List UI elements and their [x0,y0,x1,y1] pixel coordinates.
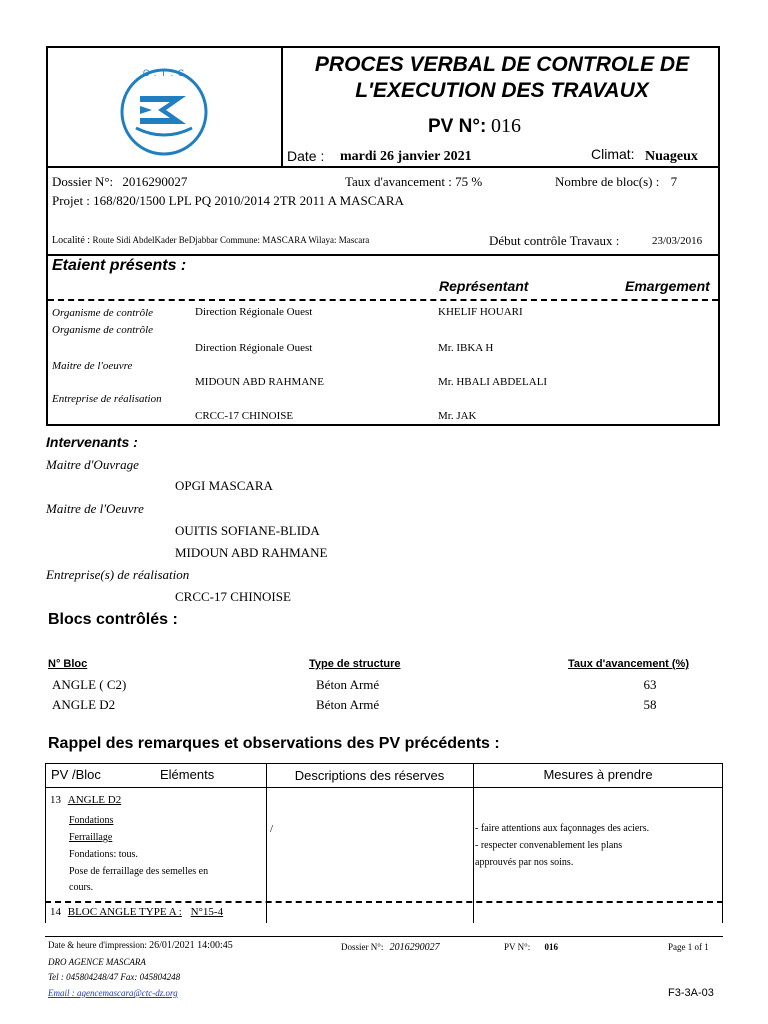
pv-number: 016 [491,115,522,137]
rappel-row-14 [50,906,223,918]
agence-email[interactable]: Email : agencemascara@ctc-dz.org [48,988,178,998]
element-line-3: cours. [69,882,94,893]
footer-pv-label: PV N°: [504,942,531,952]
bloc-cell: ANGLE D2 [52,697,116,712]
agence-tel: Tel : 045804248/47 Fax: 045804248 [48,972,181,982]
col-bloc: N° Bloc [48,658,88,670]
page-number: Page 1 of 1 [668,942,709,952]
localite-label: Localité : [52,235,91,246]
taux-cell: 63 [643,677,657,692]
row-bloc-name: BLOC ANGLE TYPE A : [67,906,182,918]
org-2: Direction Régionale Ouest [195,342,313,354]
taux-value: 75 % [455,174,483,189]
element-ferraillage: Ferraillage [69,832,113,843]
mesure-line-3: approuvés par nos soins. [475,857,574,868]
rappel-heading: Rappel des remarques et observations des PV précédents : [48,735,500,752]
col-elements: Eléments [160,767,215,782]
pv-label: PV N°: [428,116,487,137]
role-entreprise: Entreprise de réalisation [52,393,162,405]
role-maitre-oeuvre: Maitre de l'oeuvre [52,360,133,372]
agence-name: DRO AGENCE MASCARA [48,957,146,967]
mesure-line-1: - faire attentions aux façonnages des aciers. [475,823,650,834]
col-descriptions: Descriptions des réserves [294,768,445,783]
footer-divider [45,936,723,937]
col-type-structure: Type de structure [309,658,401,670]
mo-value: OPGI MASCARA [175,478,273,493]
col-taux-avancement: Taux d'avancement (%) [568,658,689,670]
element-line-1: Fondations: tous. [69,849,138,860]
footer-dossier [341,942,440,953]
rep-3: Mr. HBALI ABDELALI [438,376,548,388]
projet-label: Projet : [52,193,90,208]
row-bloc-extra: N°15-4 [190,906,224,918]
taux-cell: 58 [643,697,657,712]
element-line-2: Pose de ferraillage des semelles en [69,866,209,877]
dossier-field [52,174,187,190]
type-cell: Béton Armé [316,677,380,692]
rappel-col-divider-2 [473,763,474,923]
impression-value: 26/01/2021 14:00:45 [149,940,233,951]
role-organisme-1: Organisme de contrôle [52,307,154,319]
moe-value-2: MIDOUN ABD RAHMANE [175,545,328,560]
col-representant: Représentant [439,278,529,294]
row-pv-number: 13 [50,794,61,806]
page-title-line2: L'EXECUTION DES TRAVAUX [355,79,649,102]
logo-text: C . T . C [142,68,186,78]
rep-1: KHELIF HOUARI [438,306,523,318]
col-emargement: Emargement [625,278,710,294]
footer-pv-value: 016 [544,942,558,952]
rappel-row-divider [45,901,723,903]
impression-label: Date & heure d'impression: [48,940,147,950]
projet-value: 168/820/1500 LPL PQ 2010/2014 2TR 2011 A MASCARA [93,193,404,208]
header-divider-horizontal [46,166,720,168]
page-title-line1: PROCES VERBAL DE CONTROLE DE [314,53,690,76]
moe-label: Maitre de l'Oeuvre [46,501,144,516]
debut-value: 23/03/2016 [652,235,703,247]
footer-pv [504,942,558,952]
projet-field [52,193,404,209]
nombre-blocs-value: 7 [670,174,678,189]
localite-value: Route Sidi AbdelKader BeDjabbar Commune: MASCARA Wilaya: Mascara [92,235,370,245]
localite-field [52,235,369,246]
table-row [0,677,768,697]
rep-4: Mr. JAK [438,410,477,422]
org-1: Direction Régionale Ouest [195,306,313,318]
date-value: mardi 26 janvier 2021 [340,149,472,164]
blocs-heading: Blocs contrôlés : [48,611,178,628]
mo-label: Maitre d'Ouvrage [46,457,139,472]
ctc-logo [118,66,210,158]
entreprise-label: Entreprise(s) de réalisation [46,567,190,582]
row-bloc-name: ANGLE D2 [67,794,122,806]
rappel-col-divider-1 [266,763,267,923]
pv-number-line [428,115,521,138]
col-pv-bloc: PV /Bloc [51,767,101,782]
climat-value: Nuageux [645,149,698,164]
mesure-line-2: - respecter convenablement les plans [475,840,623,851]
rappel-row-13 [50,794,121,806]
row-pv-number: 14 [50,906,61,918]
form-code: F3-3A-03 [668,987,714,999]
org-3: MIDOUN ABD RAHMANE [195,376,324,388]
footer-dossier-label: Dossier N°: [341,942,384,952]
col-mesures: Mesures à prendre [543,767,653,782]
moe-value-1: OUITIS SOFIANE-BLIDA [175,523,320,538]
rep-2: Mr. IBKA H [438,342,494,354]
presents-heading: Etaient présents : [52,257,187,274]
taux-field [345,174,482,190]
table-row [0,697,768,717]
type-cell: Béton Armé [316,697,380,712]
nombre-blocs-label: Nombre de bloc(s) : [555,174,660,189]
footer-dossier-value: 2016290027 [389,942,440,953]
dossier-value: 2016290027 [122,174,188,189]
footer-impression [48,940,233,951]
info-divider [46,254,720,256]
debut-label: Début contrôle Travaux : [489,233,620,248]
nombre-blocs-field [555,174,677,190]
date-label: Date : [287,148,325,164]
element-fondations: Fondations [69,815,114,826]
header-divider-vertical [281,46,283,168]
rappel-header-divider [45,787,723,788]
org-4: CRCC-17 CHINOISE [195,410,294,422]
taux-label: Taux d'avancement : [345,174,452,189]
dossier-label: Dossier N°: [52,174,114,189]
bloc-cell: ANGLE ( C2) [52,677,127,692]
climat-label: Climat: [591,146,635,162]
entreprise-value: CRCC-17 CHINOISE [175,589,291,604]
description-cell: / [270,823,274,835]
role-organisme-2: Organisme de contrôle [52,324,154,336]
intervenants-heading: Intervenants : [46,434,138,450]
presents-divider [48,299,718,301]
